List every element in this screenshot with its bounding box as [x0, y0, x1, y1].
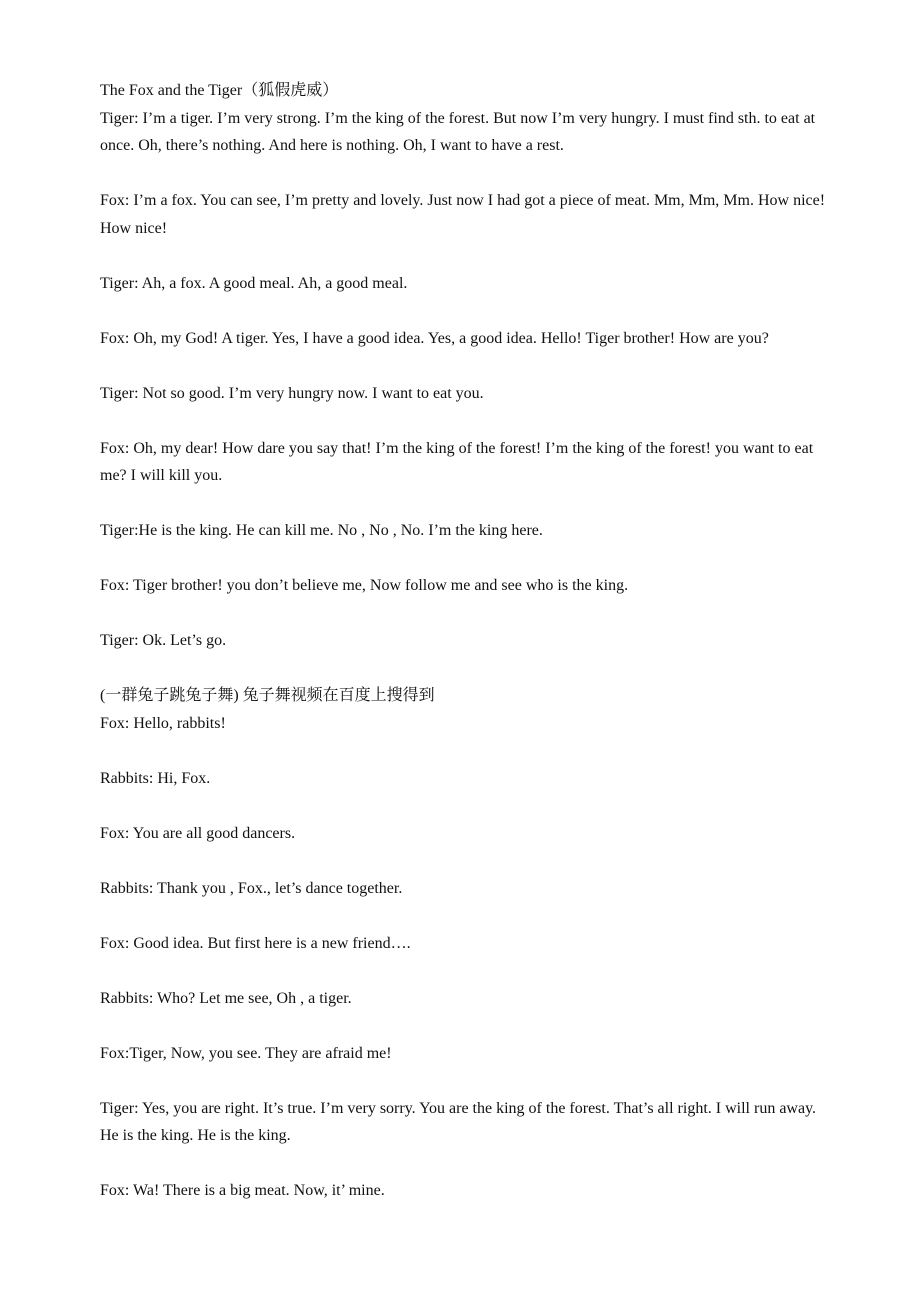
- dialogue-line-tiger-go: Tiger: Ok. Let’s go.: [100, 632, 227, 649]
- dialogue-line-rabbits-thanks: Rabbits: Thank you , Fox., let’s dance together.: [100, 879, 403, 897]
- dialogue-line-fox-king: Fox: Oh, my dear! How dare you say that! I’m the king of the forest! I’m the king of the forest! you want to eat me? I will kill you.: [100, 439, 814, 484]
- dialogue-line-fox-dancers: Fox: You are all good dancers.: [100, 824, 296, 842]
- dialogue-line-tiger-run: Tiger: Yes, you are right. It’s true. I’m very sorry. You are the king of the forest. That’s all right. I will run away. He is the king. He is the king.: [100, 1099, 817, 1144]
- dialogue-line-rabbits-hi: Rabbits: Hi, Fox.: [100, 769, 211, 787]
- dialogue-line-fox-intro: Fox: I’m a fox. You can see, I’m pretty and lovely. Just now I had got a piece of meat. Mm, Mm, Mm. How nice! How nice!: [100, 192, 826, 237]
- stage-direction: (一群兔子跳兔子舞) 兔子舞视频在百度上搜得到: [100, 687, 435, 704]
- document-body: [100, 77, 830, 1205]
- dialogue-line-rabbits-who: Rabbits: Who? Let me see, Oh , a tiger.: [100, 989, 352, 1007]
- dialogue-line-tiger-meal: Tiger: Ah, a fox. A good meal. Ah, a good meal.: [100, 274, 408, 292]
- dialogue-line-tiger-hungry: Tiger: Not so good. I’m very hungry now. I want to eat you.: [100, 384, 484, 402]
- dialogue-line-tiger-intro: Tiger: I’m a tiger. I’m very strong. I’m the king of the forest. But now I’m very hungry. I must find sth. to eat at once. Oh, there’s nothing. And here is nothing. Oh, I want to have a rest.: [100, 109, 816, 154]
- dialogue-line-fox-friend: Fox: Good idea. But first here is a new friend….: [100, 934, 411, 952]
- dialogue-line-tiger-doubt: Tiger:He is the king. He can kill me. No , No , No. I’m the king here.: [100, 522, 543, 539]
- dialogue-line-fox-meat: Fox: Wa! There is a big meat. Now, it’ mine.: [100, 1182, 385, 1199]
- document-title: The Fox and the Tiger（狐假虎威）: [100, 82, 339, 99]
- dialogue-line-fox-hello: Fox: Hello, rabbits!: [100, 714, 226, 732]
- dialogue-line-fox-afraid: Fox:Tiger, Now, you see. They are afraid me!: [100, 1044, 392, 1062]
- dialogue-line-fox-follow: Fox: Tiger brother! you don’t believe me, Now follow me and see who is the king.: [100, 577, 629, 594]
- dialogue-line-fox-idea: Fox: Oh, my God! A tiger. Yes, I have a good idea. Yes, a good idea. Hello! Tiger brother! How are you?: [100, 329, 769, 347]
